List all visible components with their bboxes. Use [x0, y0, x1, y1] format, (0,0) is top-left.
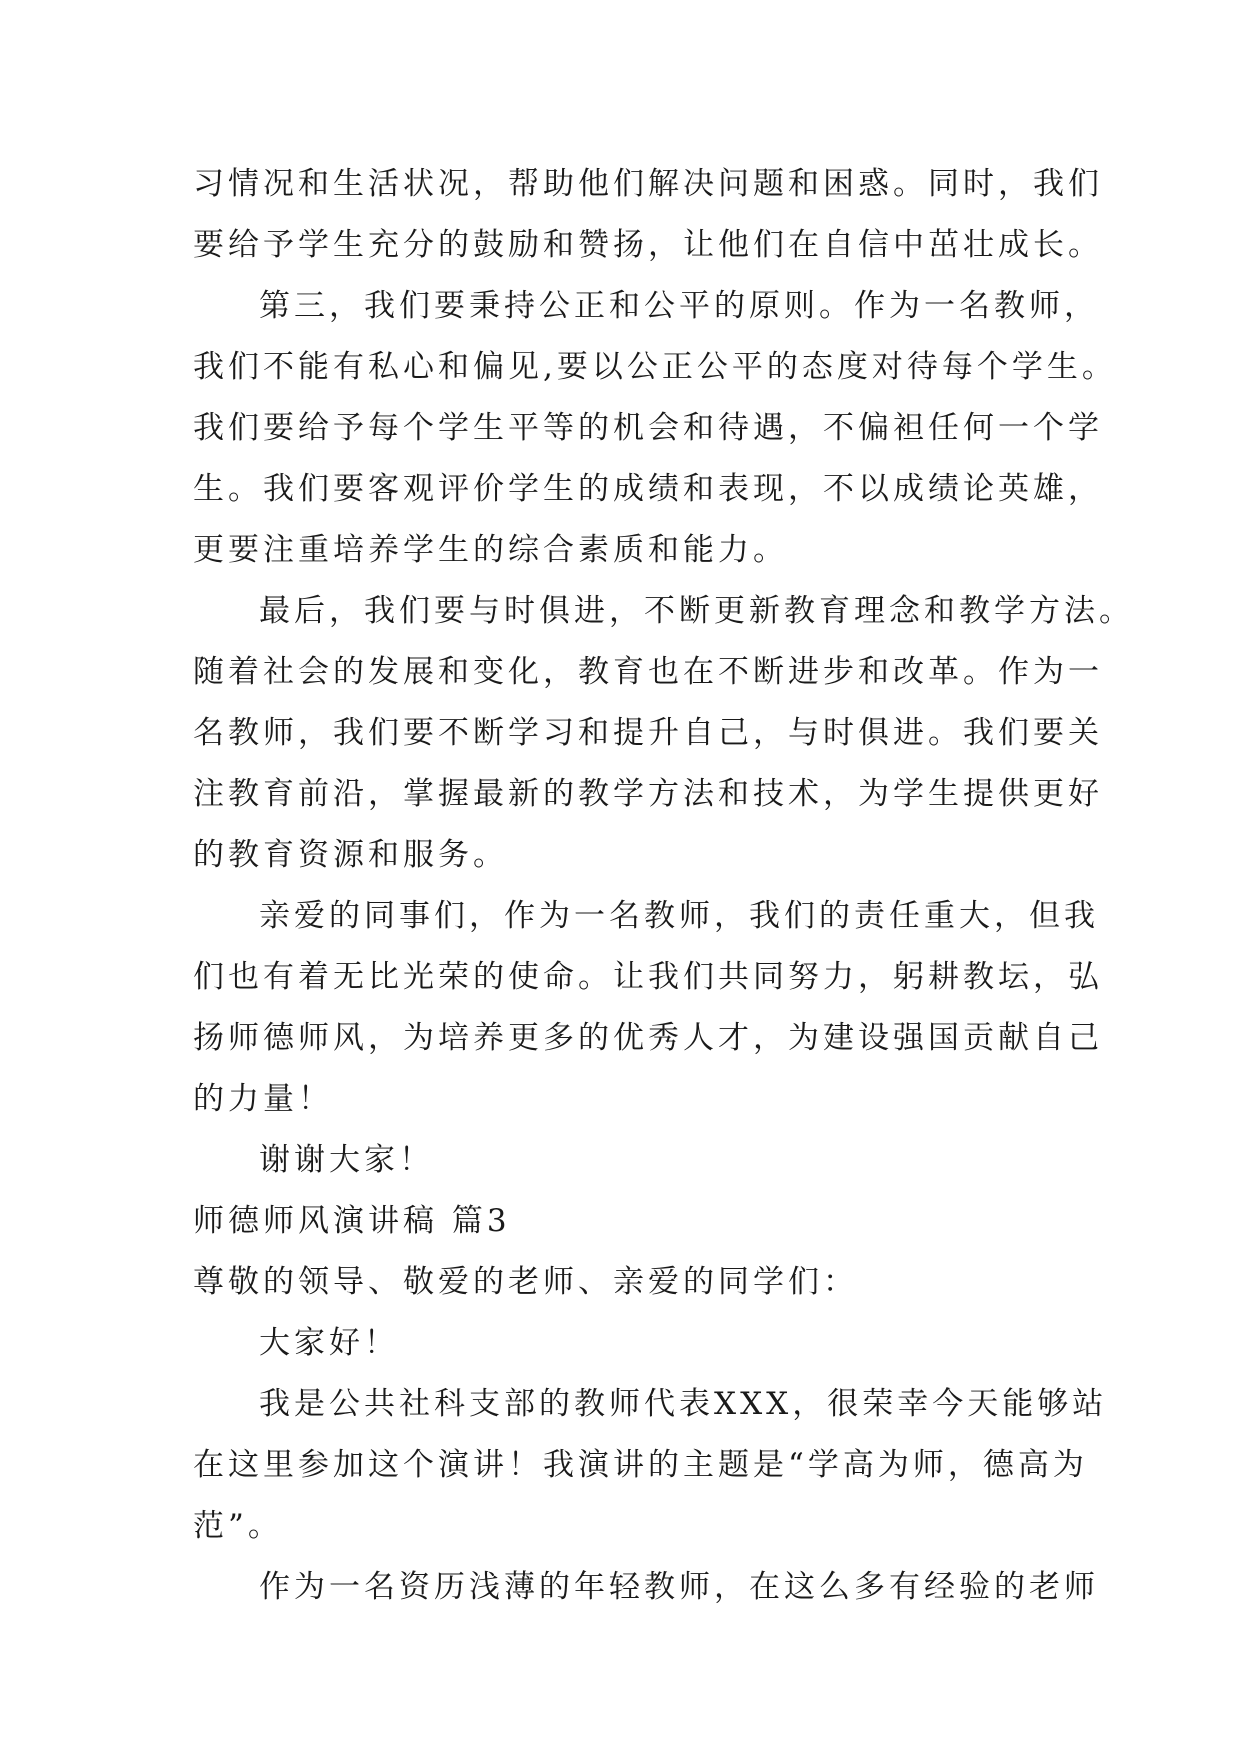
text-line: 我们不能有私心和偏见,要以公正公平的态度对待每个学生。	[193, 349, 1117, 385]
text-line: 随着社会的发展和变化，教育也在不断进步和改革。作为一	[193, 654, 1103, 690]
text-line: 扬师德师风，为培养更多的优秀人才，为建设强国贡献自己	[193, 1020, 1103, 1056]
text-line: 在这里参加这个演讲！我演讲的主题是“学高为师，德高为	[193, 1447, 1088, 1483]
text-line: 大家好！	[259, 1325, 399, 1361]
document-body	[193, 154, 1134, 1618]
text-line: 注教育前沿，掌握最新的教学方法和技术，为学生提供更好	[193, 776, 1103, 812]
text-line: 要给予学生充分的鼓励和赞扬，让他们在自信中茁壮成长。	[193, 227, 1103, 263]
text-line: 最后，我们要与时俱进，不断更新教育理念和教学方法。	[259, 593, 1134, 629]
text-line: 师德师风演讲稿 篇3	[193, 1203, 511, 1239]
text-line: 的力量！	[193, 1081, 333, 1117]
text-line: 更要注重培养学生的综合素质和能力。	[193, 532, 788, 568]
text-line: 们也有着无比光荣的使命。让我们共同努力，躬耕教坛，弘	[193, 959, 1103, 995]
text-line: 第三，我们要秉持公正和公平的原则。作为一名教师，	[259, 288, 1099, 324]
text-line: 作为一名资历浅薄的年轻教师，在这么多有经验的老师	[259, 1569, 1099, 1605]
text-line: 我们要给予每个学生平等的机会和待遇，不偏袒任何一个学	[193, 410, 1103, 446]
text-line: 我是公共社科支部的教师代表XXX，很荣幸今天能够站	[259, 1386, 1108, 1422]
text-line: 名教师，我们要不断学习和提升自己，与时俱进。我们要关	[193, 715, 1103, 751]
text-line: 谢谢大家！	[259, 1142, 434, 1178]
text-line: 范”。	[193, 1508, 283, 1544]
text-line: 亲爱的同事们，作为一名教师，我们的责任重大，但我	[259, 898, 1099, 934]
text-line: 生。我们要客观评价学生的成绩和表现，不以成绩论英雄，	[193, 471, 1103, 507]
text-line: 习情况和生活状况，帮助他们解决问题和困惑。同时，我们	[193, 166, 1103, 202]
text-line: 尊敬的领导、敬爱的老师、亲爱的同学们：	[193, 1264, 858, 1300]
text-line: 的教育资源和服务。	[193, 837, 508, 873]
